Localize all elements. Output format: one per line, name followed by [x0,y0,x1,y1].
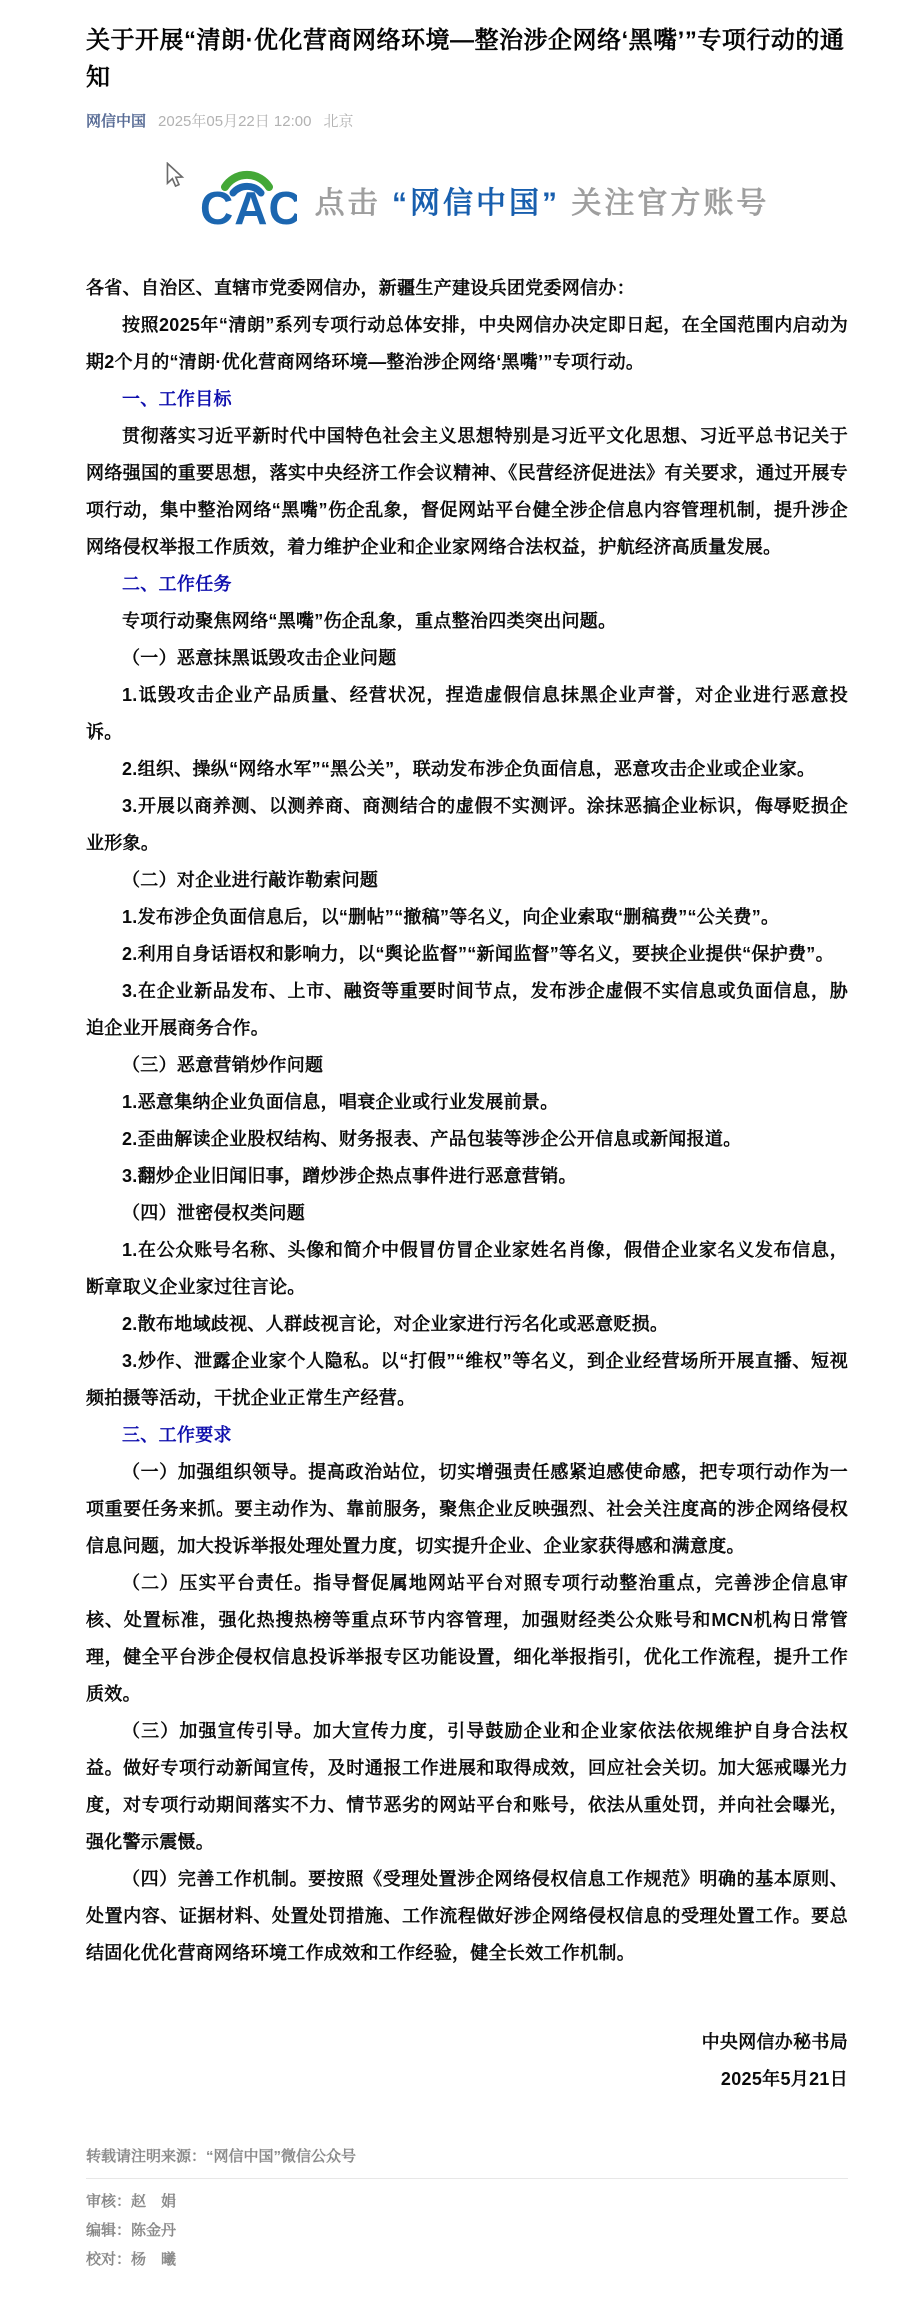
publish-datetime: 2025年05月22日 12:00 [158,113,312,130]
body-paragraph: 3.炒作、泄露企业家个人隐私。以“打假”“维权”等名义，到企业经营场所开展直播、短视频拍摄等活动，干扰企业正常生产经营。 [86,1351,848,1408]
body-paragraph: 1.诋毁攻击企业产品质量、经营状况，捏造虚假信息抹黑企业声誉，对企业进行恶意投诉。 [86,685,848,742]
body-paragraph: 2.散布地域歧视、人群歧视言论，对企业家进行污名化或恶意贬损。 [122,1314,669,1334]
body-paragraph: 2.组织、操纵“网络水军”“黑公关”，联动发布涉企负面信息，恶意攻击企业或企业家。 [122,759,816,779]
reprint-source-note: 转载请注明来源：“网信中国”微信公众号 [86,2148,357,2165]
body-paragraph: （四）完善工作机制。要按照《受理处置涉企网络侵权信息工作规范》明确的基本原则、处置内容、证据材料、处置处罚措施、工作流程做好涉企网络侵权信息的受理处置工作。要总结固化优化营商网络环境工作成效和工作经验，健全长效工作机制。 [86,1869,848,1963]
article-footer [86,2146,848,2274]
banner-text-suffix: 关注官方账号 [571,187,770,220]
body-paragraph: 3.翻炒企业旧闻旧事，蹭炒涉企热点事件进行恶意营销。 [122,1166,577,1186]
follow-official-account-banner[interactable] [86,154,848,246]
section-heading: 二、工作任务 [122,574,232,594]
signature-date: 2025年5月21日 [720,2069,848,2089]
banner-text-prefix: 点击 [314,187,381,220]
body-paragraph: （三）加强宣传引导。加大宣传力度，引导鼓励企业和企业家依法依规维护自身合法权益。做好专项行动新闻宣传，及时通报工作进展和取得成效，回应社会关切。加大惩戒曝光力度，对专项行动期间落实不力、情节恶劣的网站平台和账号，依法从重处罚，并向社会曝光，强化警示震慑。 [86,1721,848,1852]
body-paragraph: 3.开展以商养测、以测养商、商测结合的虚假不实测评。涂抹恶搞企业标识，侮辱贬损企业形象。 [86,796,848,853]
banner-text-highlight: “网信中国” [392,187,560,220]
svg-text:CAC: CAC [199,181,297,230]
body-paragraph: 1.恶意集纳企业负面信息，唱衰企业或行业发展前景。 [122,1092,559,1112]
account-name-link[interactable]: 网信中国 [86,113,147,130]
article-title: 关于开展“清朗·优化营商网络环境—整治涉企网络‘黑嘴’”专项行动的通知 [86,27,845,91]
body-paragraph: 按照2025年“清朗”系列专项行动总体安排，中央网信办决定即日起，在全国范围内启动为期2个月的“清朗·优化营商网络环境—整治涉企网络‘黑嘴’”专项行动。 [86,315,848,372]
footer-divider [86,2178,848,2179]
item-heading: （三）恶意营销炒作问题 [122,1055,324,1075]
item-heading: （四）泄密侵权类问题 [122,1203,305,1223]
credits-list [86,2187,848,2274]
publish-location: 北京 [323,113,354,130]
body-paragraph: 2.歪曲解读企业股权结构、财务报表、产品包装等涉企公开信息或新闻报道。 [122,1129,742,1149]
credit-row: 审核：赵 娟 [86,2193,177,2210]
section-heading: 三、工作要求 [122,1425,232,1445]
body-paragraph: 1.在公众账号名称、头像和简介中假冒仿冒企业家姓名肖像，假借企业家名义发布信息，断章取义企业家过往言论。 [86,1240,848,1297]
cac-logo [197,166,297,235]
signature-block [86,2024,848,2098]
credit-row: 编辑：陈金丹 [86,2222,177,2239]
body-paragraph: （二）压实平台责任。指导督促属地网站平台对照专项行动整治重点，完善涉企信息审核、处置标准，强化热搜热榜等重点环节内容管理，加强财经类公众账号和MCN机构日常管理，健全平台涉企侵权信息投诉举报专区功能设置，细化举报指引，优化工作流程，提升工作质效。 [86,1573,848,1704]
body-paragraph: 专项行动聚焦网络“黑嘴”伤企乱象，重点整治四类突出问题。 [122,611,617,631]
body-paragraph: （一）加强组织领导。提高政治站位，切实增强责任感紧迫感使命感，把专项行动作为一项重要任务来抓。要主动作为、靠前服务，聚焦企业反映强烈、社会关注度高的涉企网络侵权信息问题，加大投诉举报处理处置力度，切实提升企业、企业家获得感和满意度。 [86,1462,848,1556]
item-heading: （一）恶意抹黑诋毁攻击企业问题 [122,648,397,668]
body-paragraph: 贯彻落实习近平新时代中国特色社会主义思想特别是习近平文化思想、习近平总书记关于网络强国的重要思想，落实中央经济工作会议精神、《民营经济促进法》有关要求，通过开展专项行动，集中整治网络“黑嘴”伤企乱象，督促网站平台健全涉企信息内容管理机制，提升涉企网络侵权举报工作质效，着力维护企业和企业家网络合法权益，护航经济高质量发展。 [86,426,848,557]
article-meta [86,112,848,132]
credit-row: 校对：杨 曦 [86,2251,177,2268]
body-paragraph: 各省、自治区、直辖市党委网信办，新疆生产建设兵团党委网信办： [86,278,635,298]
signature-org: 中央网信办秘书局 [701,2032,848,2052]
banner-text [315,178,770,222]
body-paragraph: 3.在企业新品发布、上市、融资等重要时间节点，发布涉企虚假不实信息或负面信息，胁迫企业开展商务合作。 [86,981,848,1038]
article-body [86,270,848,1972]
section-heading: 一、工作目标 [122,389,232,409]
item-heading: （二）对企业进行敲诈勒索问题 [122,870,379,890]
body-paragraph: 2.利用自身话语权和影响力，以“舆论监督”“新闻监督”等名义，要挟企业提供“保护费”。 [122,944,834,964]
body-paragraph: 1.发布涉企负面信息后，以“删帖”“撤稿”等名义，向企业索取“删稿费”“公关费”。 [122,907,780,927]
mouse-cursor-icon [165,162,185,193]
